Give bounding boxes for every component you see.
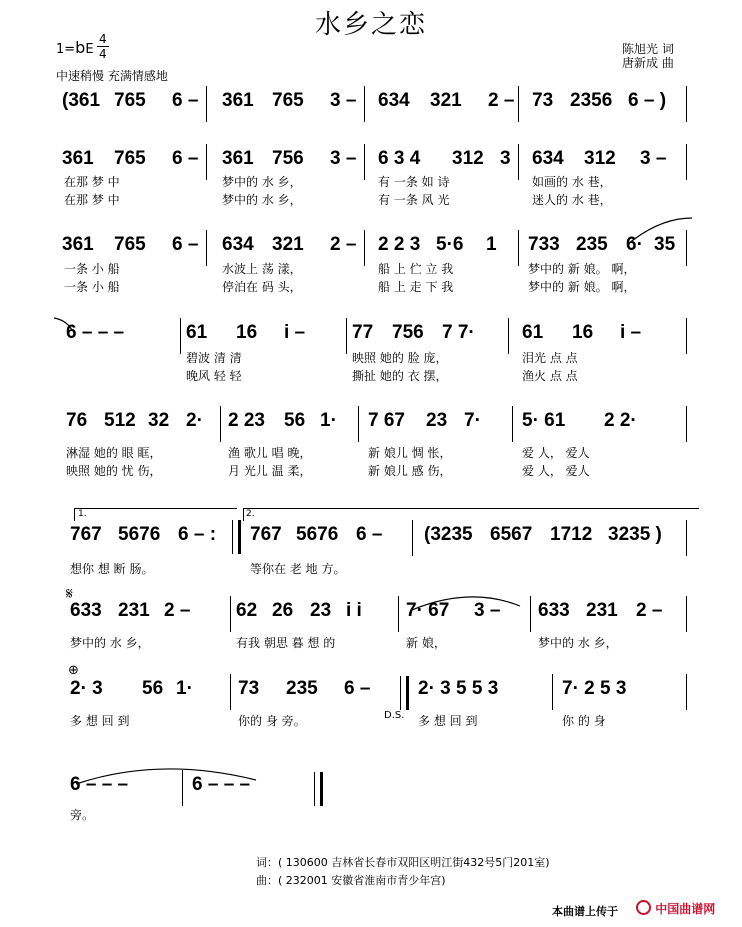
note-group: 7· xyxy=(464,410,481,431)
note-group: i – xyxy=(284,322,306,343)
note-group: 6 – – – xyxy=(70,774,129,795)
coda-sign: ⊕ xyxy=(68,663,79,678)
note-group: 361 xyxy=(222,148,254,169)
upload-note: 本曲谱上传于 xyxy=(552,905,618,918)
note-group: 2· xyxy=(186,410,203,431)
note-group: 3 – xyxy=(640,148,667,169)
note-group: 312 xyxy=(452,148,484,169)
lyric-line: 映照 她的 脸 庞， xyxy=(352,351,448,365)
tie-arc xyxy=(54,318,72,330)
note-group: 634 xyxy=(532,148,564,169)
lyric-line: 多 想 回 到 xyxy=(70,714,130,728)
note-group: 7· 2 5 3 xyxy=(562,678,627,699)
tie-arc xyxy=(76,769,256,784)
note-group: 231 xyxy=(118,600,150,621)
note-group: i i xyxy=(346,600,362,621)
note-group: 1· xyxy=(320,410,337,431)
note-group: 512 xyxy=(104,410,136,431)
note-group: 7 67 xyxy=(368,410,405,431)
note-group: 2 – xyxy=(636,600,663,621)
note-group: 765 xyxy=(272,90,304,111)
note-group: 231 xyxy=(586,600,618,621)
lyric-line: 等你在 老 地 方。 xyxy=(250,562,346,576)
note-group: 2356 xyxy=(570,90,613,111)
lyric-line: 梦中的 新 娘。 啊， xyxy=(528,262,636,276)
note-group: 1 xyxy=(486,234,497,255)
note-group: 235 xyxy=(576,234,608,255)
lyric-line: 淋湿 她的 眼 眶， xyxy=(66,446,162,460)
lyric-line: 水波上 荡 漾， xyxy=(222,262,302,276)
note-group: 235 xyxy=(286,678,318,699)
lyric-line: 新 娘儿 惆 怅， xyxy=(368,446,452,460)
lyric-line: 梦中的 水 乡， xyxy=(222,193,302,207)
note-group: 765 xyxy=(114,148,146,169)
time-numerator: 4 xyxy=(99,32,107,46)
note-group: 7· 67 xyxy=(406,600,450,621)
lyric-line: 渔火 点 点 xyxy=(522,369,578,383)
note-group: 6· xyxy=(626,234,643,255)
lyric-line: 碧波 清 清 xyxy=(186,351,242,365)
note-group: 6 – xyxy=(344,678,371,699)
lyric-line: 旁。 xyxy=(70,808,95,822)
lyric-line: 一条 小 船 xyxy=(64,280,120,294)
lyric-line: 映照 她的 忧 伤， xyxy=(66,464,162,478)
note-group: 6 – : xyxy=(178,524,217,545)
key-note: E xyxy=(85,42,94,57)
tempo-marking: 中速稍慢 充满情感地 xyxy=(56,69,168,83)
note-group: 321 xyxy=(272,234,304,255)
note-group: 77 xyxy=(352,322,374,343)
composer-credit: 唐新成 曲 xyxy=(622,56,674,70)
note-group: 6 – – – xyxy=(192,774,251,795)
note-group: 6 – ) xyxy=(628,90,667,111)
note-group: 5676 xyxy=(296,524,339,545)
lyric-line: 想你 想 断 肠。 xyxy=(70,562,154,576)
note-group: 2· 3 5 5 3 xyxy=(418,678,499,699)
lyric-line: 梦中的 水 乡， xyxy=(222,175,302,189)
note-group: 16 xyxy=(236,322,258,343)
note-group: 767 xyxy=(70,524,102,545)
tie-arc xyxy=(412,597,520,610)
note-group: 2 2 3 xyxy=(378,234,421,255)
lyric-line: 有 一条 如 诗 xyxy=(378,175,450,189)
time-denominator: 4 xyxy=(99,47,107,61)
note-group: 2 – xyxy=(330,234,357,255)
lyric-line: 船 上 伫 立 我 xyxy=(378,262,454,276)
logo-icon xyxy=(636,900,651,915)
note-group: 312 xyxy=(584,148,616,169)
note-group: 2 23 xyxy=(228,410,265,431)
lyric-line: 如画的 水 巷， xyxy=(532,175,612,189)
note-group: (361 xyxy=(62,90,101,111)
note-group: 61 xyxy=(186,322,208,343)
lyric-line: 在那 梦 中 xyxy=(64,175,120,189)
note-group: 35 xyxy=(654,234,676,255)
note-group: 76 xyxy=(66,410,88,431)
note-group: 2· 3 xyxy=(70,678,103,699)
note-group: i – xyxy=(620,322,642,343)
note-group: 3 – xyxy=(330,90,357,111)
lyric-line: 船 上 走 下 我 xyxy=(378,280,454,294)
note-group: 3 xyxy=(500,148,511,169)
lyric-line: 梦中的 新 娘。 啊， xyxy=(528,280,636,294)
note-group: 3 – xyxy=(474,600,501,621)
note-group: 756 xyxy=(392,322,424,343)
note-group: 73 xyxy=(238,678,260,699)
lyric-line: 撕扯 她的 衣 摆， xyxy=(352,369,448,383)
lyric-line: 停泊在 码 头， xyxy=(222,280,302,294)
dal-segno-marking: D.S. xyxy=(384,710,405,721)
site-name: 中国曲谱网 xyxy=(655,902,716,916)
song-title: 水乡之恋 xyxy=(314,10,427,40)
lyric-line: 泪光 点 点 xyxy=(522,351,578,365)
volta-second-label: 2. xyxy=(246,509,255,519)
note-group: 633 xyxy=(70,600,102,621)
lyric-line: 月 光儿 温 柔， xyxy=(228,464,312,478)
note-group: 6567 xyxy=(490,524,533,545)
note-group: 23 xyxy=(426,410,448,431)
note-group: 361 xyxy=(62,234,94,255)
note-group: 5676 xyxy=(118,524,161,545)
note-group: 6 – xyxy=(172,234,199,255)
note-group: 56 xyxy=(142,678,164,699)
note-group: 7 7· xyxy=(442,322,475,343)
note-group: 6 – xyxy=(172,148,199,169)
note-group: 6 – xyxy=(356,524,383,545)
lyric-line: 梦中的 水 乡， xyxy=(70,636,150,650)
note-group: 3 – xyxy=(330,148,357,169)
note-group: 32 xyxy=(148,410,170,431)
tie-arc xyxy=(628,218,692,244)
lyric-line: 你的 身 旁。 xyxy=(238,714,306,728)
note-group: 61 xyxy=(522,322,544,343)
note-group: 321 xyxy=(430,90,462,111)
lyric-line: 渔 歌儿 唱 晚， xyxy=(228,446,312,460)
lyric-line: 爱 人， 爱人 xyxy=(522,446,590,460)
lyric-line: 你 的 身 xyxy=(562,714,606,728)
note-group: 756 xyxy=(272,148,304,169)
note-group: 6 – – – xyxy=(66,322,125,343)
flat-sign: b xyxy=(75,38,86,57)
note-group: 361 xyxy=(62,148,94,169)
lyric-line: 新 娘儿 感 伤， xyxy=(368,464,452,478)
note-group: 765 xyxy=(114,234,146,255)
note-group: 2 – xyxy=(488,90,515,111)
note-group: 3235 ) xyxy=(608,524,662,545)
note-group: 5· 61 xyxy=(522,410,566,431)
lyric-line: 多 想 回 到 xyxy=(418,714,478,728)
lyric-line: 迷人的 水 巷， xyxy=(532,193,612,207)
lyric-line: 晚风 轻 轻 xyxy=(186,369,242,383)
note-group: 733 xyxy=(528,234,560,255)
note-group: 634 xyxy=(222,234,254,255)
volta-first-label: 1. xyxy=(78,509,87,519)
note-group: 5·6 xyxy=(436,234,464,255)
note-group: 62 xyxy=(236,600,258,621)
footer-composer-address: 曲：( 232001 安徽省淮南市青少年宫) xyxy=(256,874,446,887)
lyric-line: 爱 人， 爱人 xyxy=(522,464,590,478)
note-group: 765 xyxy=(114,90,146,111)
note-group: 26 xyxy=(272,600,294,621)
note-group: 634 xyxy=(378,90,410,111)
lyric-line: 有 一条 风 光 xyxy=(378,193,450,207)
note-group: 2 2· xyxy=(604,410,637,431)
note-group: 6 – xyxy=(172,90,199,111)
lyricist-credit: 陈旭光 词 xyxy=(622,42,674,56)
note-group: 16 xyxy=(572,322,594,343)
note-group: (3235 xyxy=(424,524,473,545)
note-group: 2 – xyxy=(164,600,191,621)
note-group: 73 xyxy=(532,90,554,111)
note-group: 56 xyxy=(284,410,306,431)
lyric-line: 在那 梦 中 xyxy=(64,193,120,207)
note-group: 633 xyxy=(538,600,570,621)
note-group: 767 xyxy=(250,524,282,545)
lyric-line: 梦中的 水 乡， xyxy=(538,636,618,650)
key-prefix: 1= xyxy=(56,42,76,57)
segno-sign: 𝄋 xyxy=(66,584,73,603)
note-group: 1712 xyxy=(550,524,593,545)
lyric-line: 有我 朝思 暮 想 的 xyxy=(236,636,336,650)
note-group: 1· xyxy=(176,678,193,699)
footer-lyricist-address: 词：( 130600 吉林省长春市双阳区明江街432号5门201室) xyxy=(256,856,550,869)
note-group: 23 xyxy=(310,600,332,621)
note-group: 6 3 4 xyxy=(378,148,421,169)
lyric-line: 一条 小 船 xyxy=(64,262,120,276)
lyric-line: 新 娘， xyxy=(406,636,446,650)
note-group: 361 xyxy=(222,90,254,111)
site-logo[interactable] xyxy=(636,900,715,917)
